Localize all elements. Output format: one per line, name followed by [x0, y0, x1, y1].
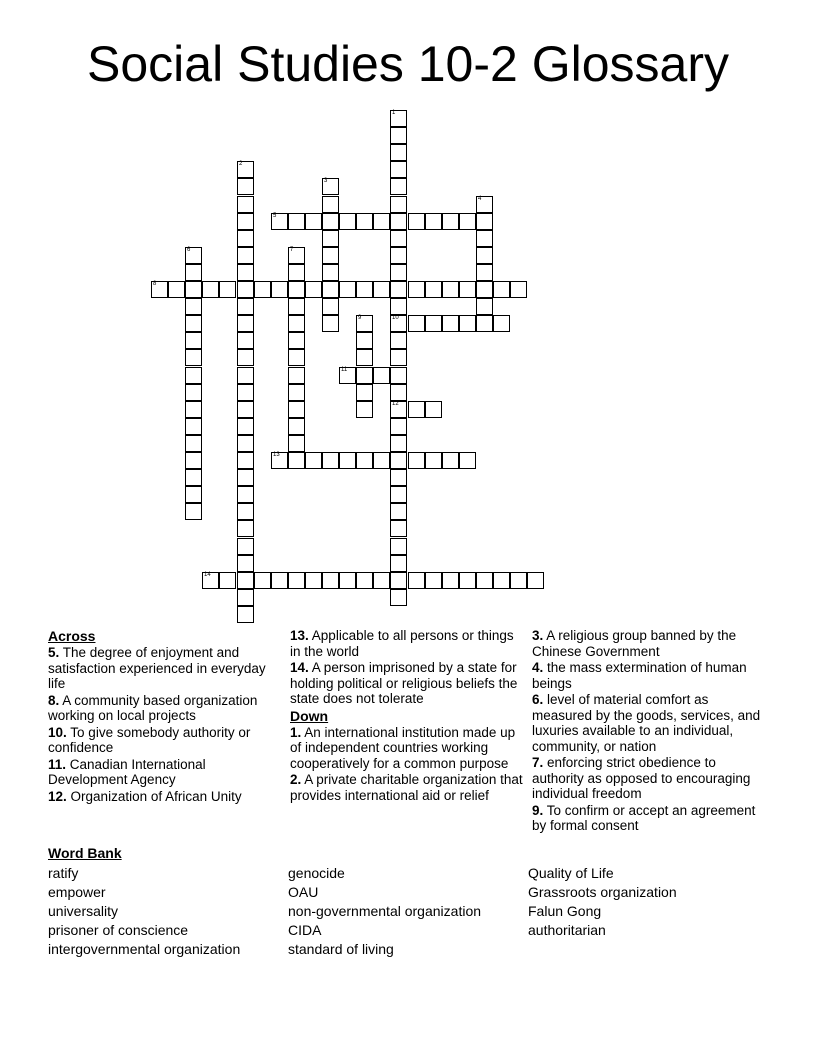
- grid-cell[interactable]: [288, 332, 305, 349]
- grid-cell[interactable]: [185, 418, 202, 435]
- grid-cell[interactable]: [339, 572, 356, 589]
- grid-cell[interactable]: [288, 452, 305, 469]
- grid-cell[interactable]: [373, 452, 390, 469]
- grid-cell[interactable]: [237, 572, 254, 589]
- page-title: Social Studies 10-2 Glossary: [87, 36, 729, 92]
- grid-cell[interactable]: [390, 144, 407, 161]
- grid-cell[interactable]: [254, 281, 271, 298]
- grid-cell[interactable]: [390, 264, 407, 281]
- grid-cell[interactable]: [476, 315, 493, 332]
- grid-cell[interactable]: [322, 572, 339, 589]
- word-bank-item: ratify: [48, 865, 79, 881]
- clue-number: 6: [187, 247, 191, 253]
- grid-cell[interactable]: [442, 572, 459, 589]
- grid-cell[interactable]: [390, 196, 407, 213]
- clue-down-4: 4. the mass extermination of human beings: [532, 660, 747, 691]
- grid-cell[interactable]: [390, 110, 407, 127]
- grid-cell[interactable]: [356, 281, 373, 298]
- grid-cell[interactable]: [476, 264, 493, 281]
- grid-cell[interactable]: [288, 572, 305, 589]
- grid-cell[interactable]: [425, 452, 442, 469]
- word-bank-item: Falun Gong: [528, 903, 602, 919]
- grid-cell[interactable]: [442, 281, 459, 298]
- grid-cell[interactable]: [237, 230, 254, 247]
- grid-cell[interactable]: [390, 418, 407, 435]
- word-bank-item: prisoner of conscience: [48, 922, 189, 938]
- clue-number: 13: [273, 452, 280, 458]
- grid-cell[interactable]: [288, 435, 305, 452]
- grid-cell[interactable]: [493, 315, 510, 332]
- grid-cell[interactable]: [288, 315, 305, 332]
- grid-cell[interactable]: [237, 401, 254, 418]
- word-bank-column-3: [528, 864, 677, 940]
- grid-cell[interactable]: [476, 213, 493, 230]
- word-bank-item: CIDA: [288, 922, 322, 938]
- grid-cell[interactable]: [185, 452, 202, 469]
- grid-cell[interactable]: [305, 452, 322, 469]
- grid-cell[interactable]: [185, 401, 202, 418]
- grid-cell[interactable]: [373, 367, 390, 384]
- grid-cell[interactable]: [390, 384, 407, 401]
- clue-number: 2: [239, 161, 243, 167]
- word-bank-heading: Word Bank: [48, 845, 122, 861]
- clue-across-10: 10. To give somebody authority or confidence: [48, 724, 251, 755]
- grid-cell[interactable]: [322, 196, 339, 213]
- clue-number: 9: [358, 315, 362, 321]
- clue-column-3: [532, 628, 764, 835]
- grid-cell[interactable]: [202, 281, 219, 298]
- grid-cell[interactable]: [185, 384, 202, 401]
- clue-column-1: [48, 628, 276, 805]
- grid-cell[interactable]: [356, 332, 373, 349]
- word-bank-item: Grassroots organization: [528, 884, 677, 900]
- grid-cell[interactable]: [237, 418, 254, 435]
- clue-down-6: 6. level of material comfort as measured by the goods, services, and luxuries available to an individual, community, or nation: [532, 692, 761, 754]
- grid-cell[interactable]: [322, 298, 339, 315]
- grid-cell[interactable]: [390, 367, 407, 384]
- down-heading: Down: [290, 707, 329, 724]
- grid-cell[interactable]: [390, 349, 407, 366]
- grid-cell[interactable]: [493, 281, 510, 298]
- grid-cell[interactable]: [339, 367, 356, 384]
- clue-down-7: 7. enforcing strict obedience to authority as opposed to encouraging individual freedom: [532, 755, 751, 801]
- clue-number: 5: [273, 213, 277, 219]
- word-bank-item: non-governmental organization: [288, 903, 482, 919]
- clue-number: 12: [392, 401, 399, 407]
- clue-number: 7: [290, 247, 294, 253]
- grid-cell[interactable]: [442, 213, 459, 230]
- grid-cell[interactable]: [237, 452, 254, 469]
- clue-down-9: 9. To confirm or accept an agreement by formal consent: [532, 802, 756, 833]
- grid-cell[interactable]: [237, 281, 254, 298]
- grid-cell[interactable]: [459, 213, 476, 230]
- clue-across-12: 12. Organization of African Unity: [48, 788, 242, 804]
- clue-down-1: 1. An international institution made up of independent countries working cooperatively for a common purpose: [290, 724, 516, 771]
- grid-cell[interactable]: [390, 281, 407, 298]
- grid-cell[interactable]: [288, 349, 305, 366]
- grid-cell[interactable]: [356, 384, 373, 401]
- clue-down-3: 3. A religious group banned by the Chinese Government: [532, 628, 737, 659]
- grid-cell[interactable]: [305, 572, 322, 589]
- grid-cell[interactable]: [390, 298, 407, 315]
- grid-cell[interactable]: [168, 281, 185, 298]
- grid-cell[interactable]: [237, 196, 254, 213]
- clue-number: 4: [478, 196, 482, 202]
- grid-cell[interactable]: [408, 401, 425, 418]
- grid-cell[interactable]: [219, 572, 236, 589]
- grid-cell[interactable]: [237, 538, 254, 555]
- clue-number: 1: [392, 110, 396, 116]
- clue-number: 14: [204, 572, 211, 578]
- grid-cell[interactable]: [493, 572, 510, 589]
- word-bank-item: intergovernmental organization: [48, 941, 241, 957]
- grid-cell[interactable]: [459, 452, 476, 469]
- grid-cell[interactable]: [322, 264, 339, 281]
- grid-cell[interactable]: [237, 332, 254, 349]
- grid-cell[interactable]: [185, 332, 202, 349]
- grid-cell[interactable]: [390, 247, 407, 264]
- grid-cell[interactable]: [237, 555, 254, 572]
- grid-cell[interactable]: [322, 178, 339, 195]
- grid-cell[interactable]: [408, 315, 425, 332]
- grid-cell[interactable]: [288, 418, 305, 435]
- grid-cell[interactable]: [510, 281, 527, 298]
- grid-cell[interactable]: [271, 452, 288, 469]
- grid-cell[interactable]: [288, 264, 305, 281]
- grid-cell[interactable]: [237, 503, 254, 520]
- grid-cell[interactable]: [339, 281, 356, 298]
- grid-cell[interactable]: [356, 401, 373, 418]
- grid-cell[interactable]: [185, 281, 202, 298]
- grid-cell[interactable]: [390, 486, 407, 503]
- grid-cell[interactable]: [476, 572, 493, 589]
- clue-number: 11: [341, 367, 348, 373]
- grid-cell[interactable]: [339, 452, 356, 469]
- grid-cell[interactable]: [322, 281, 339, 298]
- word-bank-item: OAU: [288, 884, 319, 900]
- word-bank-item: genocide: [288, 865, 345, 881]
- grid-cell[interactable]: [390, 161, 407, 178]
- grid-cell[interactable]: [339, 213, 356, 230]
- grid-cell[interactable]: [390, 520, 407, 537]
- grid-cell[interactable]: [390, 469, 407, 486]
- grid-cell[interactable]: [237, 469, 254, 486]
- grid-cell[interactable]: [356, 452, 373, 469]
- grid-cell[interactable]: [442, 315, 459, 332]
- grid-cell[interactable]: [356, 213, 373, 230]
- grid-cell[interactable]: [442, 452, 459, 469]
- grid-cell[interactable]: [408, 213, 425, 230]
- grid-cell[interactable]: [373, 572, 390, 589]
- grid-cell[interactable]: [237, 384, 254, 401]
- grid-cell[interactable]: [476, 281, 493, 298]
- grid-cell[interactable]: [237, 247, 254, 264]
- grid-cell[interactable]: [425, 572, 442, 589]
- grid-cell[interactable]: [356, 572, 373, 589]
- word-bank-item: standard of living: [288, 941, 394, 957]
- grid-cell[interactable]: [237, 315, 254, 332]
- grid-cell[interactable]: [185, 486, 202, 503]
- grid-cell[interactable]: [288, 384, 305, 401]
- word-bank-item: authoritarian: [528, 922, 606, 938]
- grid-cell[interactable]: [510, 572, 527, 589]
- grid-cell[interactable]: [390, 315, 407, 332]
- grid-cell[interactable]: [476, 298, 493, 315]
- word-bank-column-1: [48, 864, 240, 959]
- grid-cell[interactable]: [202, 572, 219, 589]
- grid-cell[interactable]: [476, 196, 493, 213]
- grid-cell[interactable]: [185, 435, 202, 452]
- grid-cell[interactable]: [459, 281, 476, 298]
- grid-cell[interactable]: [322, 213, 339, 230]
- grid-cell[interactable]: [288, 298, 305, 315]
- grid-cell[interactable]: [527, 572, 544, 589]
- grid-cell[interactable]: [237, 486, 254, 503]
- grid-cell[interactable]: [390, 572, 407, 589]
- grid-cell[interactable]: [425, 281, 442, 298]
- grid-cell[interactable]: [425, 213, 442, 230]
- grid-cell[interactable]: [237, 178, 254, 195]
- word-bank-item: Quality of Life: [528, 865, 614, 881]
- clue-number: 8: [153, 281, 157, 287]
- grid-cell[interactable]: [373, 281, 390, 298]
- clue-number: 3: [324, 178, 328, 184]
- grid-cell[interactable]: [390, 230, 407, 247]
- grid-cell[interactable]: [237, 367, 254, 384]
- grid-cell[interactable]: [408, 281, 425, 298]
- clue-column-2: [290, 628, 526, 804]
- grid-cell[interactable]: [390, 178, 407, 195]
- grid-cell[interactable]: [271, 572, 288, 589]
- grid-cell[interactable]: [288, 401, 305, 418]
- grid-cell[interactable]: [185, 469, 202, 486]
- grid-cell[interactable]: [390, 332, 407, 349]
- clue-across-8: 8. A community based organization working on local projects: [48, 692, 258, 723]
- grid-cell[interactable]: [476, 230, 493, 247]
- grid-cell[interactable]: [237, 298, 254, 315]
- word-bank-column-2: [288, 864, 481, 959]
- clue-down-2: 2. A private charitable organization that provides international aid or relief: [290, 772, 523, 803]
- grid-cell[interactable]: [151, 281, 168, 298]
- grid-cell[interactable]: [476, 247, 493, 264]
- grid-cell[interactable]: [185, 315, 202, 332]
- clue-across-5: 5. The degree of enjoyment and satisfaction experienced in everyday life: [48, 645, 266, 691]
- grid-cell[interactable]: [425, 315, 442, 332]
- grid-cell[interactable]: [237, 161, 254, 178]
- clue-across-11: 11. Canadian International Development Agency: [48, 756, 206, 787]
- grid-cell[interactable]: [271, 281, 288, 298]
- grid-cell[interactable]: [237, 349, 254, 366]
- grid-cell[interactable]: [237, 213, 254, 230]
- grid-cell[interactable]: [185, 349, 202, 366]
- grid-cell[interactable]: [459, 572, 476, 589]
- grid-cell[interactable]: [373, 213, 390, 230]
- grid-cell[interactable]: [271, 213, 288, 230]
- grid-cell[interactable]: [356, 367, 373, 384]
- grid-cell[interactable]: [288, 213, 305, 230]
- grid-cell[interactable]: [305, 281, 322, 298]
- grid-cell[interactable]: [219, 281, 236, 298]
- grid-cell[interactable]: [390, 452, 407, 469]
- grid-cell[interactable]: [237, 589, 254, 606]
- grid-cell[interactable]: [322, 247, 339, 264]
- grid-cell[interactable]: [322, 230, 339, 247]
- grid-cell[interactable]: [356, 315, 373, 332]
- grid-cell[interactable]: [185, 367, 202, 384]
- grid-cell[interactable]: [237, 435, 254, 452]
- grid-cell[interactable]: [408, 452, 425, 469]
- clue-number: 10: [392, 315, 399, 321]
- grid-cell[interactable]: [390, 538, 407, 555]
- grid-cell[interactable]: [356, 349, 373, 366]
- across-heading: Across: [48, 628, 96, 644]
- grid-cell[interactable]: [390, 127, 407, 144]
- grid-cell[interactable]: [237, 264, 254, 281]
- grid-cell[interactable]: [390, 555, 407, 572]
- grid-cell[interactable]: [185, 298, 202, 315]
- clue-across-13: 13. Applicable to all persons or things in the world: [290, 628, 514, 659]
- grid-cell[interactable]: [390, 589, 407, 606]
- grid-cell[interactable]: [390, 401, 407, 418]
- grid-cell[interactable]: [288, 367, 305, 384]
- grid-cell[interactable]: [305, 213, 322, 230]
- grid-cell[interactable]: [408, 572, 425, 589]
- grid-cell[interactable]: [322, 315, 339, 332]
- word-bank-item: universality: [48, 903, 119, 919]
- grid-cell[interactable]: [185, 503, 202, 520]
- grid-cell[interactable]: [185, 264, 202, 281]
- grid-cell[interactable]: [185, 247, 202, 264]
- grid-cell[interactable]: [390, 435, 407, 452]
- grid-cell[interactable]: [390, 503, 407, 520]
- clue-across-14: 14. A person imprisoned by a state for holding political or religious beliefs the state does not tolerate: [290, 660, 518, 706]
- grid-cell[interactable]: [288, 281, 305, 298]
- word-bank-item: empower: [48, 884, 106, 900]
- grid-cell[interactable]: [425, 401, 442, 418]
- grid-cell[interactable]: [459, 315, 476, 332]
- grid-cell[interactable]: [254, 572, 271, 589]
- grid-cell[interactable]: [237, 520, 254, 537]
- grid-cell[interactable]: [237, 606, 254, 623]
- grid-cell[interactable]: [288, 247, 305, 264]
- grid-cell[interactable]: [390, 213, 407, 230]
- grid-cell[interactable]: [322, 452, 339, 469]
